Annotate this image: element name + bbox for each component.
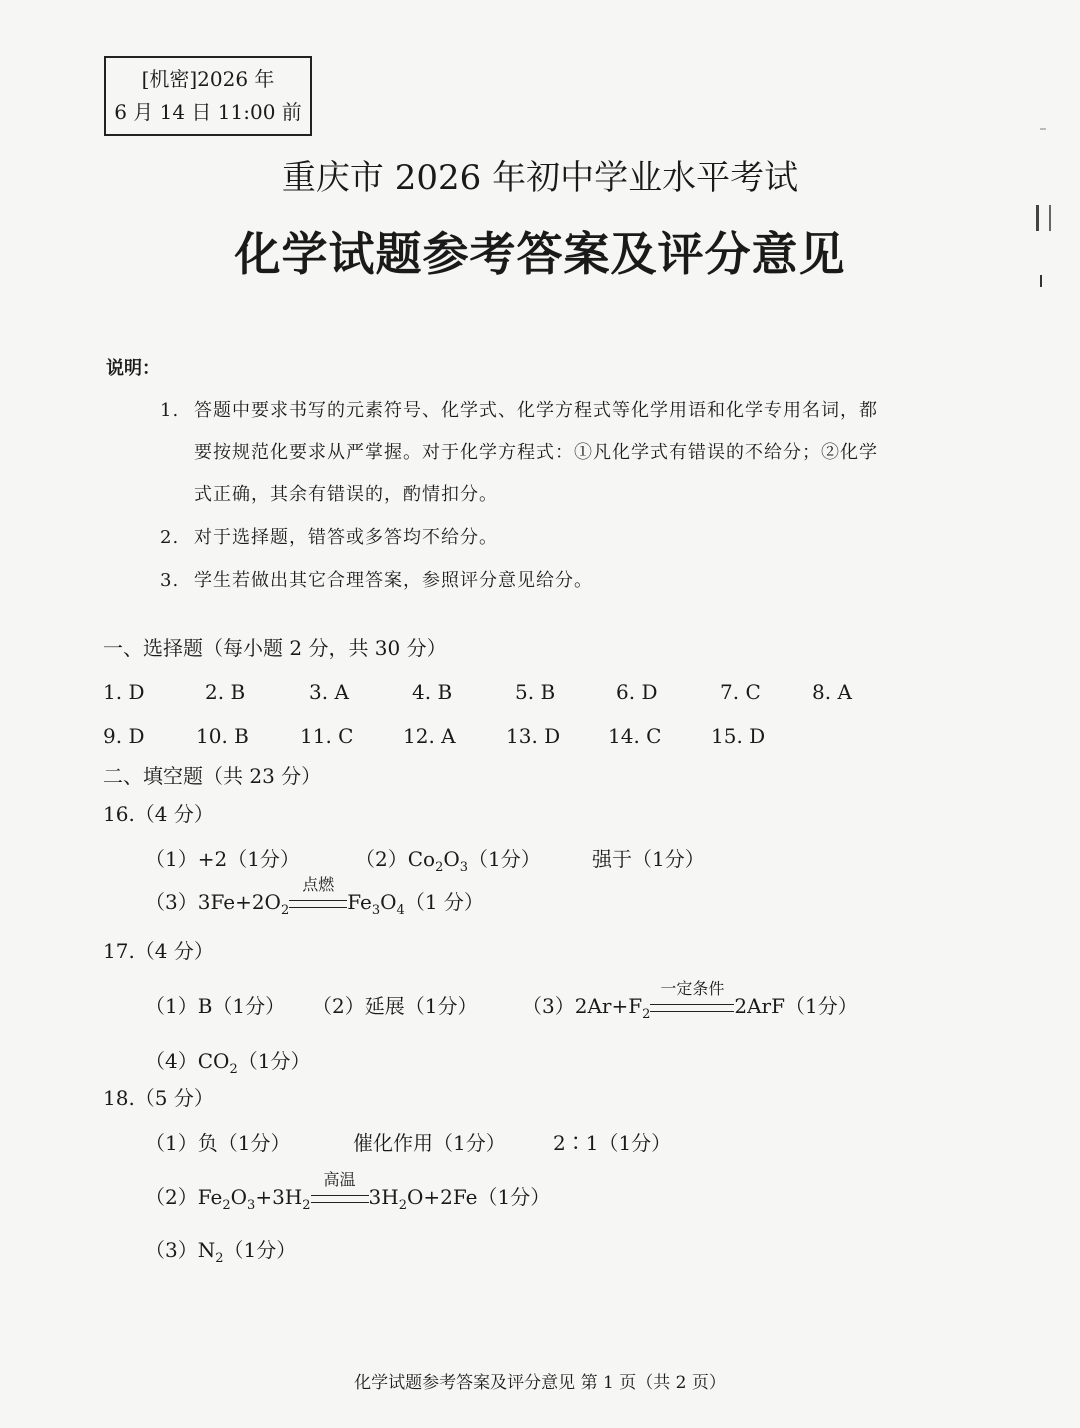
scan-edge-mark: [1040, 128, 1046, 130]
answer-3: 3. A: [309, 680, 349, 704]
page-footer: 化学试题参考答案及评分意见 第 1 页（共 2 页）: [354, 1373, 726, 1393]
q16-answer-2: $(2)Co_2O_3(1$分）: [355, 847, 541, 875]
note-item-1-line-3: 式正确，其余有错误的，酌情扣分。: [194, 484, 498, 505]
note-number: 2.: [160, 527, 180, 548]
answer-2: 2. B: [205, 680, 246, 704]
answer-5: 5. B: [515, 680, 556, 704]
note-number: 3.: [160, 570, 180, 591]
q16-equation: $(3)3Fe+2O_2$ 点燃 $Fe_3O_4(1$ 分）: [145, 875, 484, 918]
note-item-2: [160, 523, 498, 549]
answer-11: 11. C: [300, 724, 354, 748]
answer-14: 14. C: [608, 724, 662, 748]
q18-answer-2: 催化作用（1分）: [353, 1131, 506, 1155]
answer-12: 12. A: [403, 724, 456, 748]
q16-answer-1: （1）+2（1分）: [145, 847, 300, 871]
answer-1: 1. D: [103, 680, 145, 704]
question-17-label: 17.（4 分）: [103, 939, 214, 963]
q17-answer-1: （1）B（1分）: [145, 994, 286, 1018]
question-18-label: 18.（5 分）: [103, 1086, 214, 1110]
q16-answer-3: 强于（1分）: [592, 847, 705, 871]
document-title: 化学试题参考答案及评分意见: [234, 227, 846, 281]
stamp-line-1: [机密]2026 年: [141, 67, 275, 91]
answer-4: 4. B: [412, 680, 453, 704]
answer-8: 8. A: [812, 680, 852, 704]
q18-equation: $(2)Fe_2O_3+3H_2$ 高温 $3H_2O+2Fe(1$分）: [145, 1170, 551, 1213]
section-choice-title: 一、选择题（每小题 2 分，共 30 分）: [103, 636, 447, 660]
answer-13: 13. D: [506, 724, 561, 748]
section-fill-title: 二、填空题（共 23 分）: [103, 764, 322, 788]
note-item-3: [160, 566, 593, 592]
answer-6: 6. D: [616, 680, 658, 704]
note-item-1-line-1: [160, 396, 878, 422]
exam-title: 重庆市 2026 年初中学业水平考试: [281, 158, 799, 198]
notes-heading: 说明：: [106, 358, 160, 379]
reaction-condition: 高温: [311, 1185, 369, 1209]
note-text: 学生若做出其它合理答案，参照评分意见给分。: [194, 570, 593, 591]
note-item-1-line-2: 要按规范化要求从严掌握。对于化学方程式：①凡化学式有错误的不给分；②化学: [194, 442, 878, 463]
q18-answer-1: （1）负（1分）: [145, 1131, 291, 1155]
question-16-label: 16.（4 分）: [103, 802, 214, 826]
note-number: 1.: [160, 400, 180, 421]
q18-answer-3: 2∶1（1分）: [553, 1131, 672, 1155]
q18-answer-5: $(3)N_2(1$分）: [145, 1238, 297, 1266]
answer-15: 15. D: [711, 724, 766, 748]
reaction-condition: 点燃: [289, 890, 347, 914]
answer-10: 10. B: [196, 724, 249, 748]
q17-answer-2: （2）延展（1分）: [312, 994, 478, 1018]
confidential-stamp: [104, 56, 312, 136]
stamp-line-2: 6 月 14 日 11:00 前: [114, 100, 302, 124]
reaction-condition: 一定条件: [650, 994, 734, 1018]
note-text: 答题中要求书写的元素符号、化学式、化学方程式等化学用语和化学专用名词，都: [194, 400, 878, 421]
answer-7: 7. C: [720, 680, 761, 704]
q17-answer-4: $(4)CO_2(1$分）: [145, 1049, 311, 1077]
answer-9: 9. D: [103, 724, 145, 748]
q17-equation: $(3)2Ar+F_2$ 一定条件 2ArF（1分）: [522, 979, 858, 1022]
note-text: 对于选择题，错答或多答均不给分。: [194, 527, 498, 548]
